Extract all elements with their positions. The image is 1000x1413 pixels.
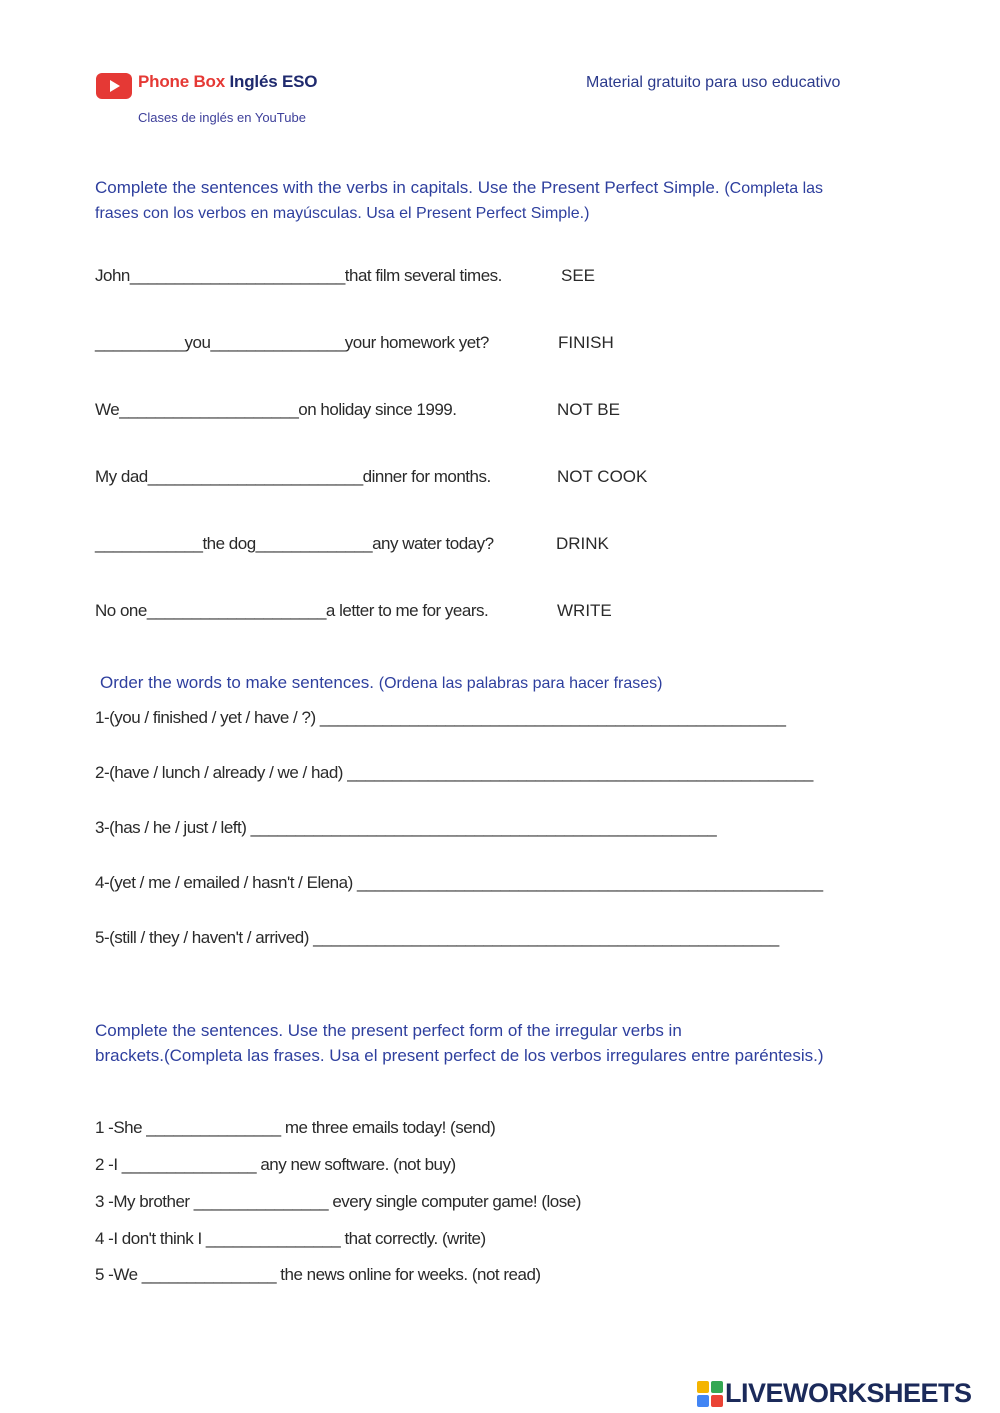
- section1-verb-1: SEE: [561, 266, 596, 285]
- liveworksheets-blocks-icon: [697, 1381, 723, 1407]
- section3-item-3: 3 -My brother _______________ every single computer game! (lose): [95, 1192, 581, 1211]
- section2-instruction-en: Order the words to make sentences.: [100, 673, 375, 692]
- section2-item-4: 4-(yet / me / emailed / hasn't / Elena) ____________________________________________________: [95, 873, 823, 892]
- section1-item-1: John________________________that film several times.: [95, 266, 502, 285]
- section1-instruction-en: Complete the sentences with the verbs in capitals. Use the Present Perfect Simple.: [95, 178, 720, 197]
- brand-subtitle: Clases de inglés en YouTube: [138, 110, 306, 125]
- section1-item-3: We____________________on holiday since 1999.: [95, 400, 457, 419]
- section1-instruction-es-2: frases con los verbos en mayúsculas. Usa el Present Perfect Simple.): [95, 205, 590, 222]
- section3-item-2: 2 -I _______________ any new software. (not buy): [95, 1155, 456, 1174]
- section1-verb-2: FINISH: [558, 333, 614, 352]
- section3-instruction: [95, 1018, 824, 1068]
- brand-part-1: Phone Box: [138, 72, 225, 91]
- section1-verb-3: NOT BE: [557, 400, 620, 419]
- section1-item-5: ____________the dog_____________any water today?: [95, 534, 494, 553]
- section1-verb-4: NOT COOK: [557, 467, 648, 486]
- section1-verb-5: DRINK: [556, 534, 609, 553]
- material-note: Material gratuito para uso educativo: [586, 74, 841, 91]
- section2-item-1: 1-(you / finished / yet / have / ?) ____________________________________________________: [95, 708, 786, 727]
- section2-item-3: 3-(has / he / just / left) ____________________________________________________: [95, 818, 717, 837]
- brand-part-2: Inglés ESO: [229, 72, 318, 91]
- section3-instruction-line-1: Complete the sentences. Use the present perfect form of the irregular verbs in: [95, 1021, 682, 1040]
- section1-verb-6: WRITE: [557, 601, 612, 620]
- section1-instruction: [95, 175, 823, 226]
- section1-instruction-es-1: (Completa las: [724, 180, 824, 197]
- section2-item-2: 2-(have / lunch / already / we / had) ____________________________________________________: [95, 763, 813, 782]
- section2-item-5: 5-(still / they / haven't / arrived) ____________________________________________________: [95, 928, 779, 947]
- section3-item-4: 4 -I don't think I _______________ that correctly. (write): [95, 1229, 486, 1248]
- section2-instruction-es: (Ordena las palabras para hacer frases): [378, 675, 663, 692]
- section1-item-6: No one____________________a letter to me for years.: [95, 601, 489, 620]
- section1-item-2: __________you_______________your homework yet?: [95, 333, 489, 352]
- section2-instruction: [100, 670, 662, 696]
- section1-item-4: My dad________________________dinner for months.: [95, 467, 491, 486]
- liveworksheets-text: LIVEWORKSHEETS: [725, 1378, 972, 1408]
- section3-item-1: 1 -She _______________ me three emails today! (send): [95, 1118, 496, 1137]
- youtube-play-icon: [96, 73, 132, 99]
- brand-title: [138, 72, 317, 92]
- liveworksheets-logo: [697, 1378, 972, 1410]
- section3-item-5: 5 -We _______________ the news online for weeks. (not read): [95, 1265, 541, 1284]
- section3-instruction-line-2: brackets.(Completa las frases. Usa el present perfect de los verbos irregulares entre paréntesis.): [95, 1046, 824, 1065]
